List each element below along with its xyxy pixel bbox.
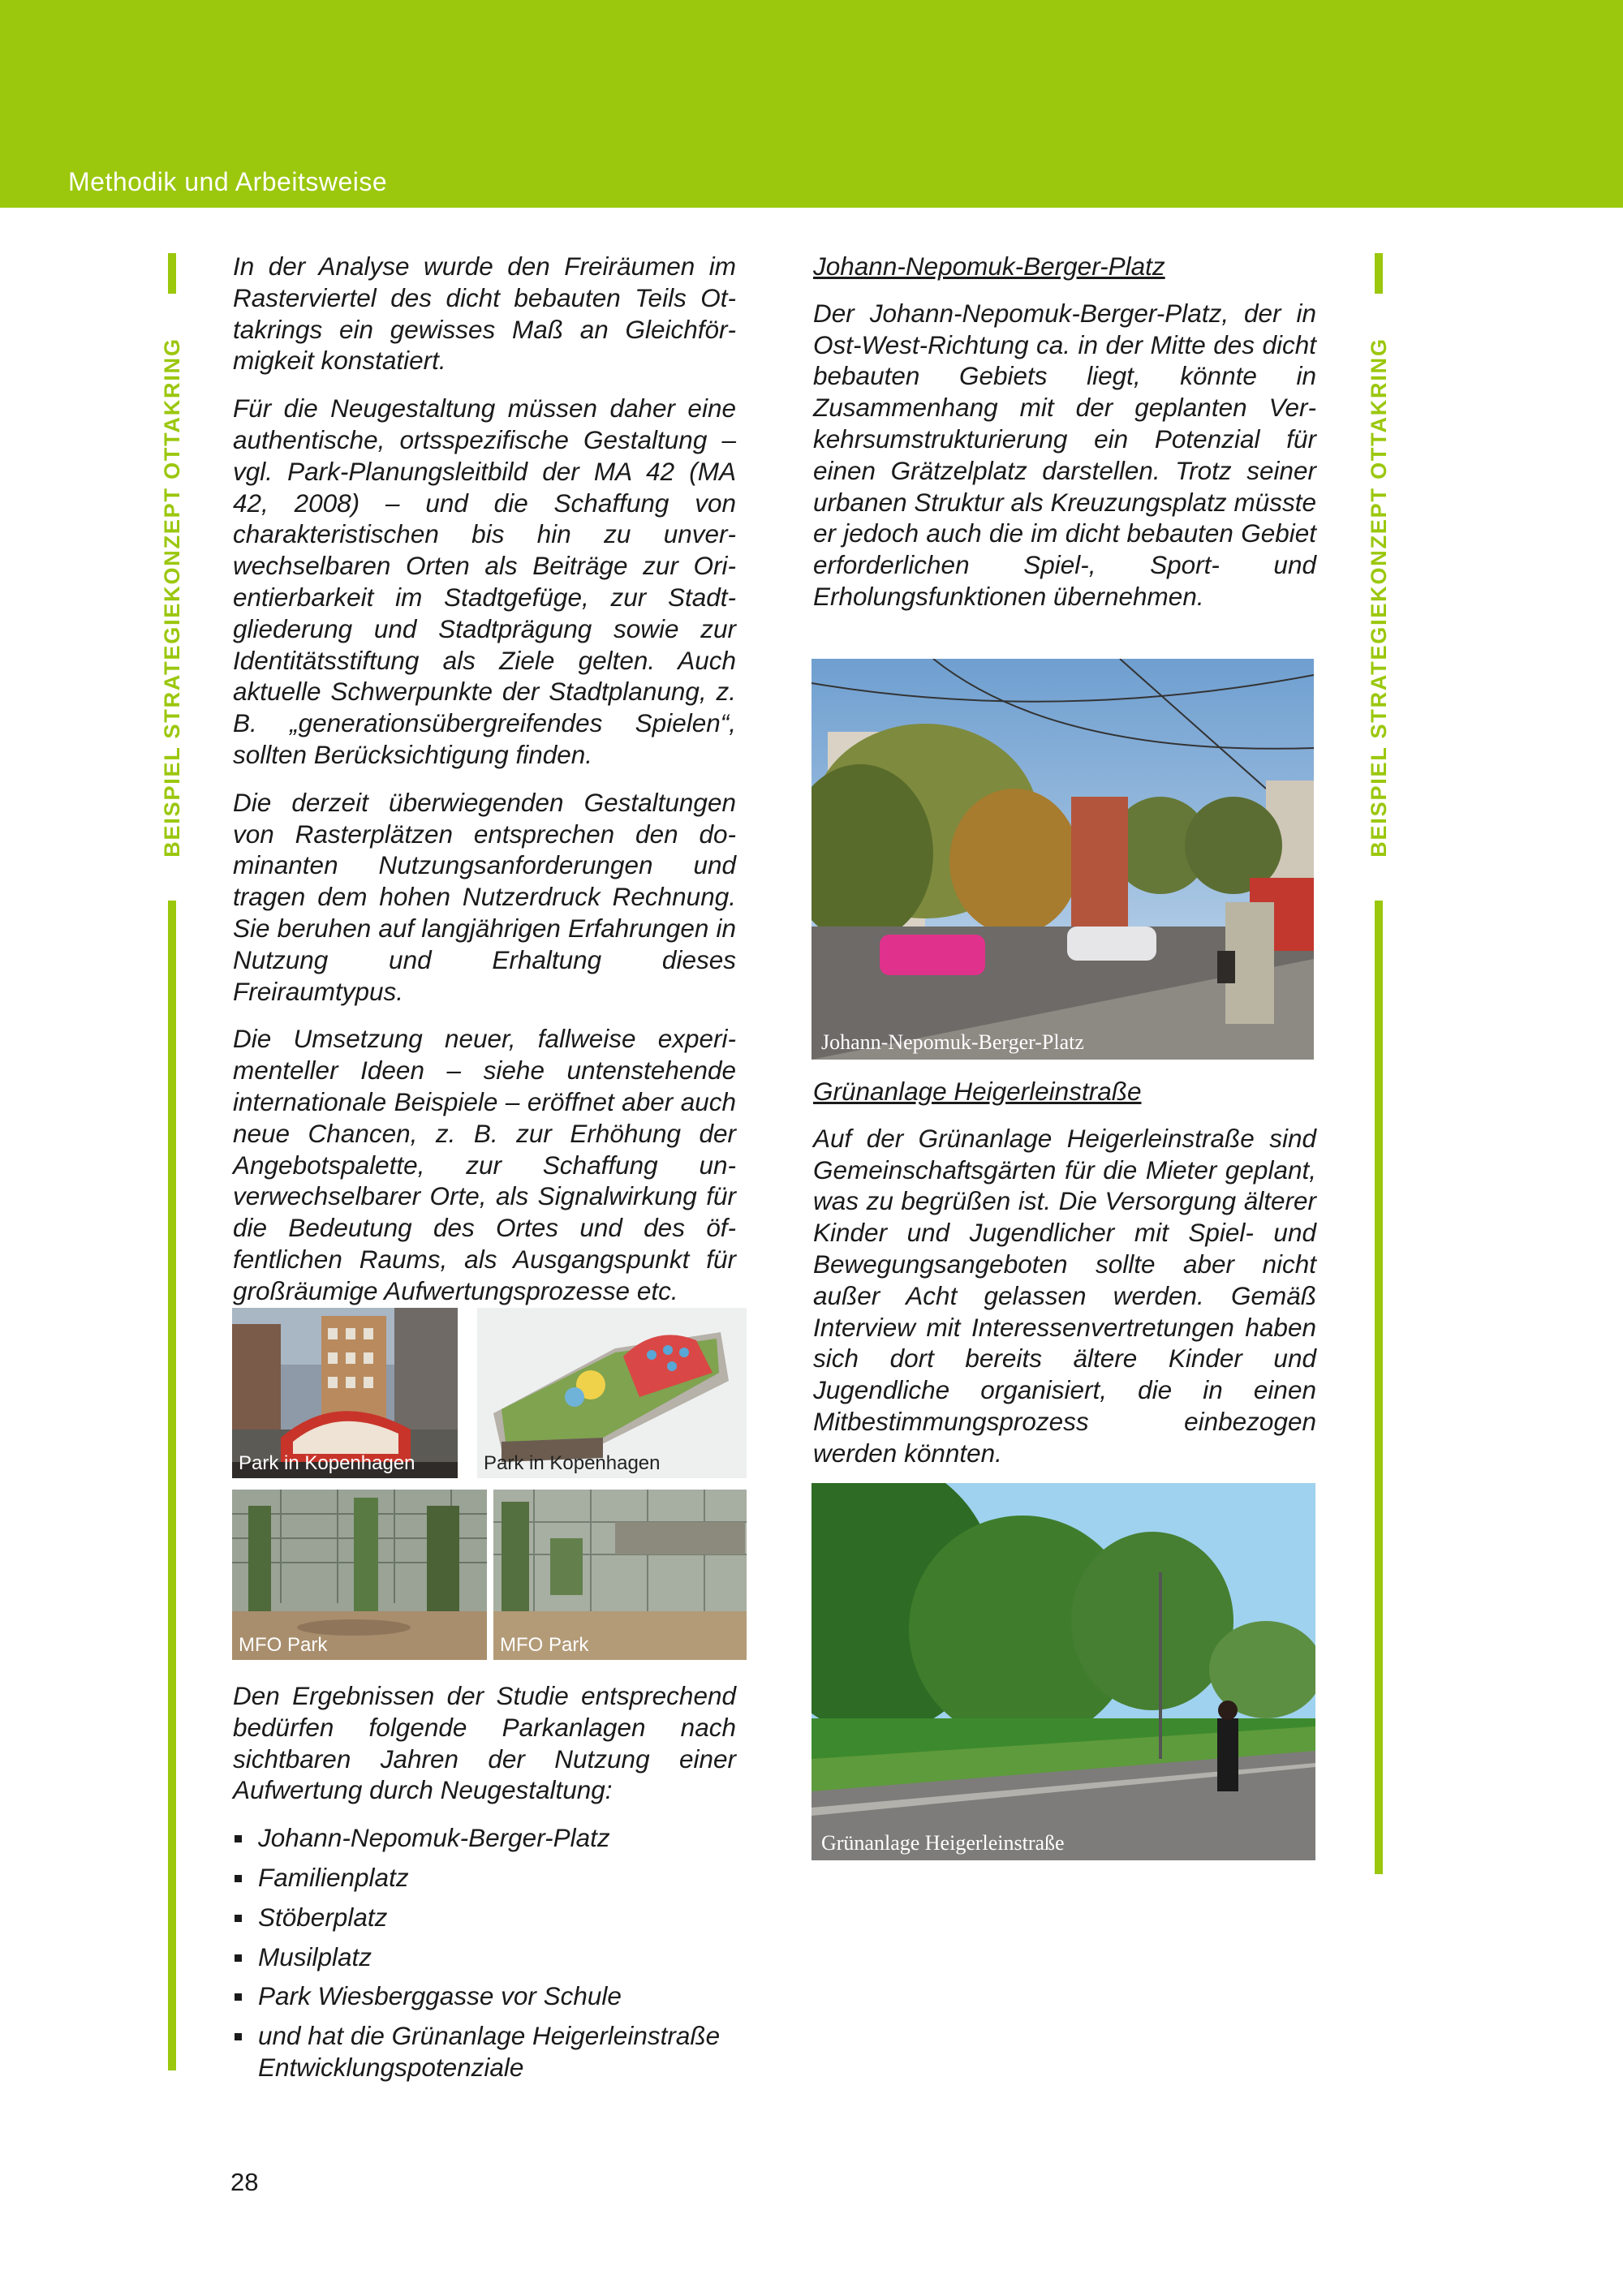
johann-nepomuk-berger-platz-photo bbox=[812, 659, 1314, 1060]
paragraph: Für die Neugestaltung müssen daher eine authentische, ortsspezifische Gestaltung – vgl. Park-Planungsleitbild der MA 42 (MA 42, 2008) – und die Schaffung von charakteristischen bis hin zu unverwechselbaren Orten als Beiträge zur Orientierbarkeit im Stadtgefüge, zur Stadtgliederung und Stadtprägung sowie zur Identitätsstiftung als Ziele gelten. Auch aktuelle Schwerpunkte der Stadtplanung, z. B. „generationsübergreifendes Spielen“, sollten Berücksichtigung finden. bbox=[233, 393, 736, 769]
gruenanlage-heigerleinstrasse-photo bbox=[812, 1483, 1315, 1860]
list-item: und hat die Grünanlage Heigerleinstraße Entwicklungspotenziale bbox=[233, 2020, 736, 2083]
left-column-text bbox=[233, 251, 736, 1323]
paragraph: Die Umsetzung neuer, fallweise experimenteller Ideen – siehe untenstehende internationale Beispiele – eröffnet aber auch neue Chancen, z. B. zur Erhöhung der Angebotspalette, zur Schaffung unverwechselbarer Orte, als Signalwirkung für die Bedeutung des Ortes und des öffentlichen Raums, als Ausgangspunkt für großräumige Aufwertungsprozesse etc. bbox=[233, 1024, 736, 1305]
johann-nepomuk-berger-platz-image bbox=[812, 659, 1314, 1060]
paragraph: Den Ergebnissen der Studie entsprechend bedürfen folgende Parkanlagen nach sichtbaren Jahren der Nutzung einer Aufwertung durch Neugestaltung: bbox=[233, 1681, 736, 1805]
paragraph: Die derzeit überwiegenden Gestaltungen von Rasterplätzen entsprechen den dominanten Nutzungsanforderungen und tragen dem hohen Nutzerdruck Rechnung. Sie beruhen auf langjährigen Erfahrungen in Nutzung und Erhaltung dieses Freiraumtypus. bbox=[233, 787, 736, 1006]
copenhagen-photo-1 bbox=[232, 1308, 458, 1478]
mfo-park-photo-1 bbox=[232, 1490, 487, 1660]
photo-caption: Park in Kopenhagen bbox=[239, 1452, 415, 1474]
photo-caption: MFO Park bbox=[239, 1634, 328, 1656]
right-column-section-1 bbox=[813, 251, 1316, 629]
list-item: Park Wiesberggasse vor Schule bbox=[233, 1980, 736, 2012]
list-item: Musilplatz bbox=[233, 1941, 736, 1973]
left-column-lower-text bbox=[233, 1680, 736, 2092]
right-column-section-2 bbox=[813, 1076, 1316, 1486]
photo-caption: Grünanlage Heigerleinstraße bbox=[821, 1831, 1065, 1855]
right-side-label bbox=[1354, 297, 1403, 897]
right-side-bar-top bbox=[1375, 253, 1383, 294]
list-item: Stöberplatz bbox=[233, 1902, 736, 1933]
right-side-label-text: BEISPIEL STRATEGIEKONZEPT OTTAKRING bbox=[1366, 337, 1391, 858]
page-header bbox=[0, 0, 1623, 208]
right-side-bar-bottom bbox=[1375, 901, 1383, 1874]
copenhagen-photo-2 bbox=[477, 1308, 747, 1478]
section-heading: Johann-Nepomuk-Berger-Platz bbox=[813, 252, 1165, 281]
list-item: Johann-Nepomuk-Berger-Platz bbox=[233, 1822, 736, 1854]
list-item: Familienplatz bbox=[233, 1862, 736, 1894]
section-heading: Grünanlage Heigerleinstraße bbox=[813, 1077, 1142, 1106]
paragraph: Der Johann-Nepomuk-Berger-Platz, der in Ost-West-Richtung ca. in der Mitte des dicht bebauten Gebiets liegt, könnte in Zusammenhang mit der geplanten Verkehrsumstrukturierung ein Potenzial für einen Grätzelplatz darstellen. Trotz seiner urbanen Struktur als Kreuzungsplatz müsste er jedoch auch die im dicht bebauten Gebiet erforderlichen Spiel-, Sport- und Erholungsfunktionen übernehmen. bbox=[813, 298, 1316, 611]
mfo-park-photo-2 bbox=[493, 1490, 747, 1660]
photo-caption: Park in Kopenhagen bbox=[484, 1452, 661, 1474]
left-side-label-text: BEISPIEL STRATEGIEKONZEPT OTTAKRING bbox=[159, 337, 184, 858]
paragraph: Auf der Grünanlage Heigerleinstraße sind Gemeinschaftsgärten für die Mieter geplant, was zu begrüßen ist. Die Versorgung älterer Kinder und Jugendlicher mit Spiel- und Bewegungsangeboten sollte aber nicht außer Acht gelassen werden. Gemäß Interview mit Interessenvertretungen haben sich dort bereits ältere Kinder und Jugendliche organisiert, die in einen Mitbestimmungsprozess einbezogen werden könnten. bbox=[813, 1123, 1316, 1468]
photo-caption: MFO Park bbox=[500, 1634, 589, 1656]
paragraph: In der Analyse wurde den Freiräumen im Rasterviertel des dicht bebauten Teils Ottakrings ein gewisses Maß an Gleichförmigkeit konstatiert. bbox=[233, 252, 736, 376]
gruenanlage-heigerleinstrasse-image bbox=[812, 1483, 1315, 1860]
left-side-label bbox=[148, 297, 196, 897]
photo-caption: Johann-Nepomuk-Berger-Platz bbox=[821, 1030, 1084, 1054]
park-list bbox=[233, 1822, 736, 2083]
header-title: Methodik und Arbeitsweise bbox=[68, 167, 388, 196]
page-number: 28 bbox=[230, 2168, 259, 2196]
left-side-bar-bottom bbox=[168, 901, 176, 2070]
left-side-bar-top bbox=[168, 253, 176, 294]
